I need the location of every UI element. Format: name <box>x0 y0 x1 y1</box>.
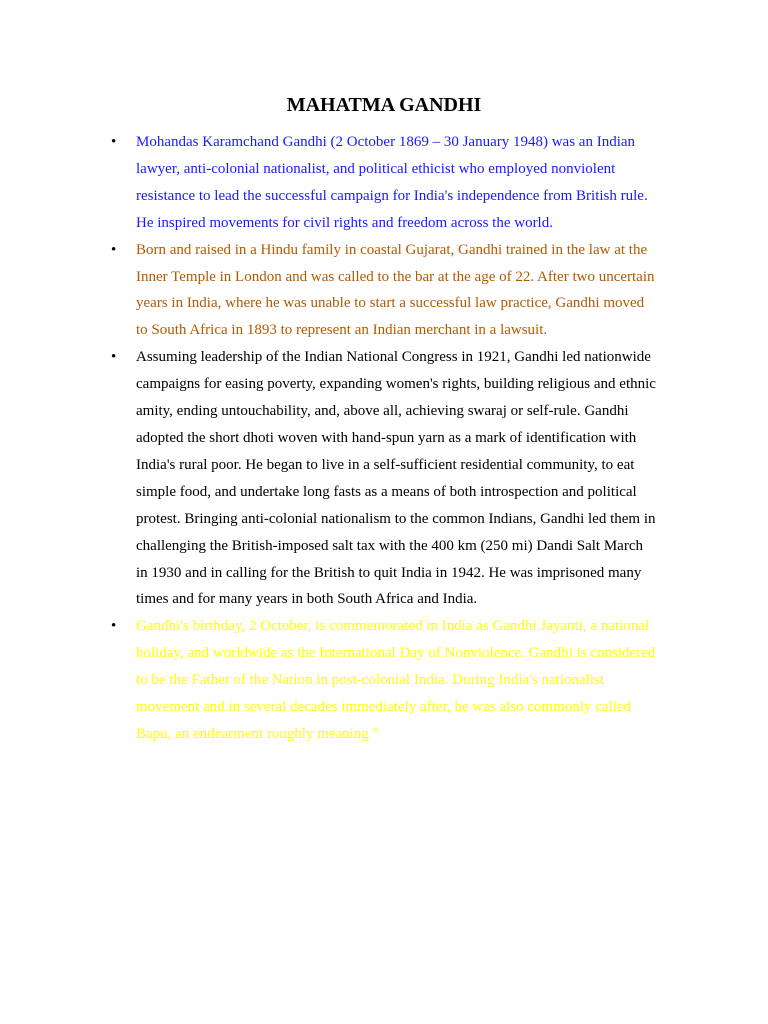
bullet-icon: • <box>111 349 117 366</box>
list-item <box>111 613 658 748</box>
bullet-icon: • <box>111 134 117 150</box>
paragraph-text: Born and raised in a Hindu family in coastal Gujarat, Gandhi trained in the law at the Inner Temple in London and was called to the bar at the age of 22. After two uncertain years in India, where he was unable to start a successful law practice, Gandhi moved to South Africa in 1893 to represent an Indian merchant in a lawsuit. <box>136 241 655 339</box>
paragraph-text: Gandhi's birthday, 2 October, is commemorated in India as Gandhi Jayanti, a national holiday, and worldwide as the International Day of Nonviolence. Gandhi is considered to be the Father of the Nation in post-colonial India. During India's nationalist movement and in several decades immediately after, he was also commonly called Bapu, an endearment roughly meaning " <box>136 618 656 742</box>
list-item <box>111 237 658 345</box>
bullet-icon: • <box>111 618 117 635</box>
list-item <box>111 129 658 237</box>
paragraph-text: Mohandas Karamchand Gandhi (2 October 1869 – 30 January 1948) was an Indian lawyer, anti-colonial nationalist, and political ethicist who employed nonviolent resistance to lead the successful campaign for India's independence from British rule. He inspired movements for civil rights and freedom across the world. <box>136 134 648 231</box>
document-title: MAHATMA GANDHI <box>286 94 482 116</box>
paragraph-text: Assuming leadership of the Indian National Congress in 1921, Gandhi led nationwide campaigns for easing poverty, expanding women's rights, building religious and ethnic amity, ending untouchability, and, above all, achieving swaraj or self-rule. Gandhi adopted the short dhoti woven with hand-spun yarn as a mark of identification with India's rural poor. He began to live in a self-sufficient residential community, to eat simple food, and undertake long fasts as a means of both introspection and political protest. Bringing anti-colonial nationalism to the common Indians, Gandhi led them in challenging the British-imposed salt tax with the 400 km (250 mi) Dandi Salt March in 1930 and in calling for the British to quit India in 1942. He was imprisoned many times and for many years in both South Africa and India. <box>136 349 656 608</box>
bullet-icon: • <box>111 241 117 258</box>
list-item <box>111 344 658 613</box>
bullet-list <box>111 129 658 748</box>
